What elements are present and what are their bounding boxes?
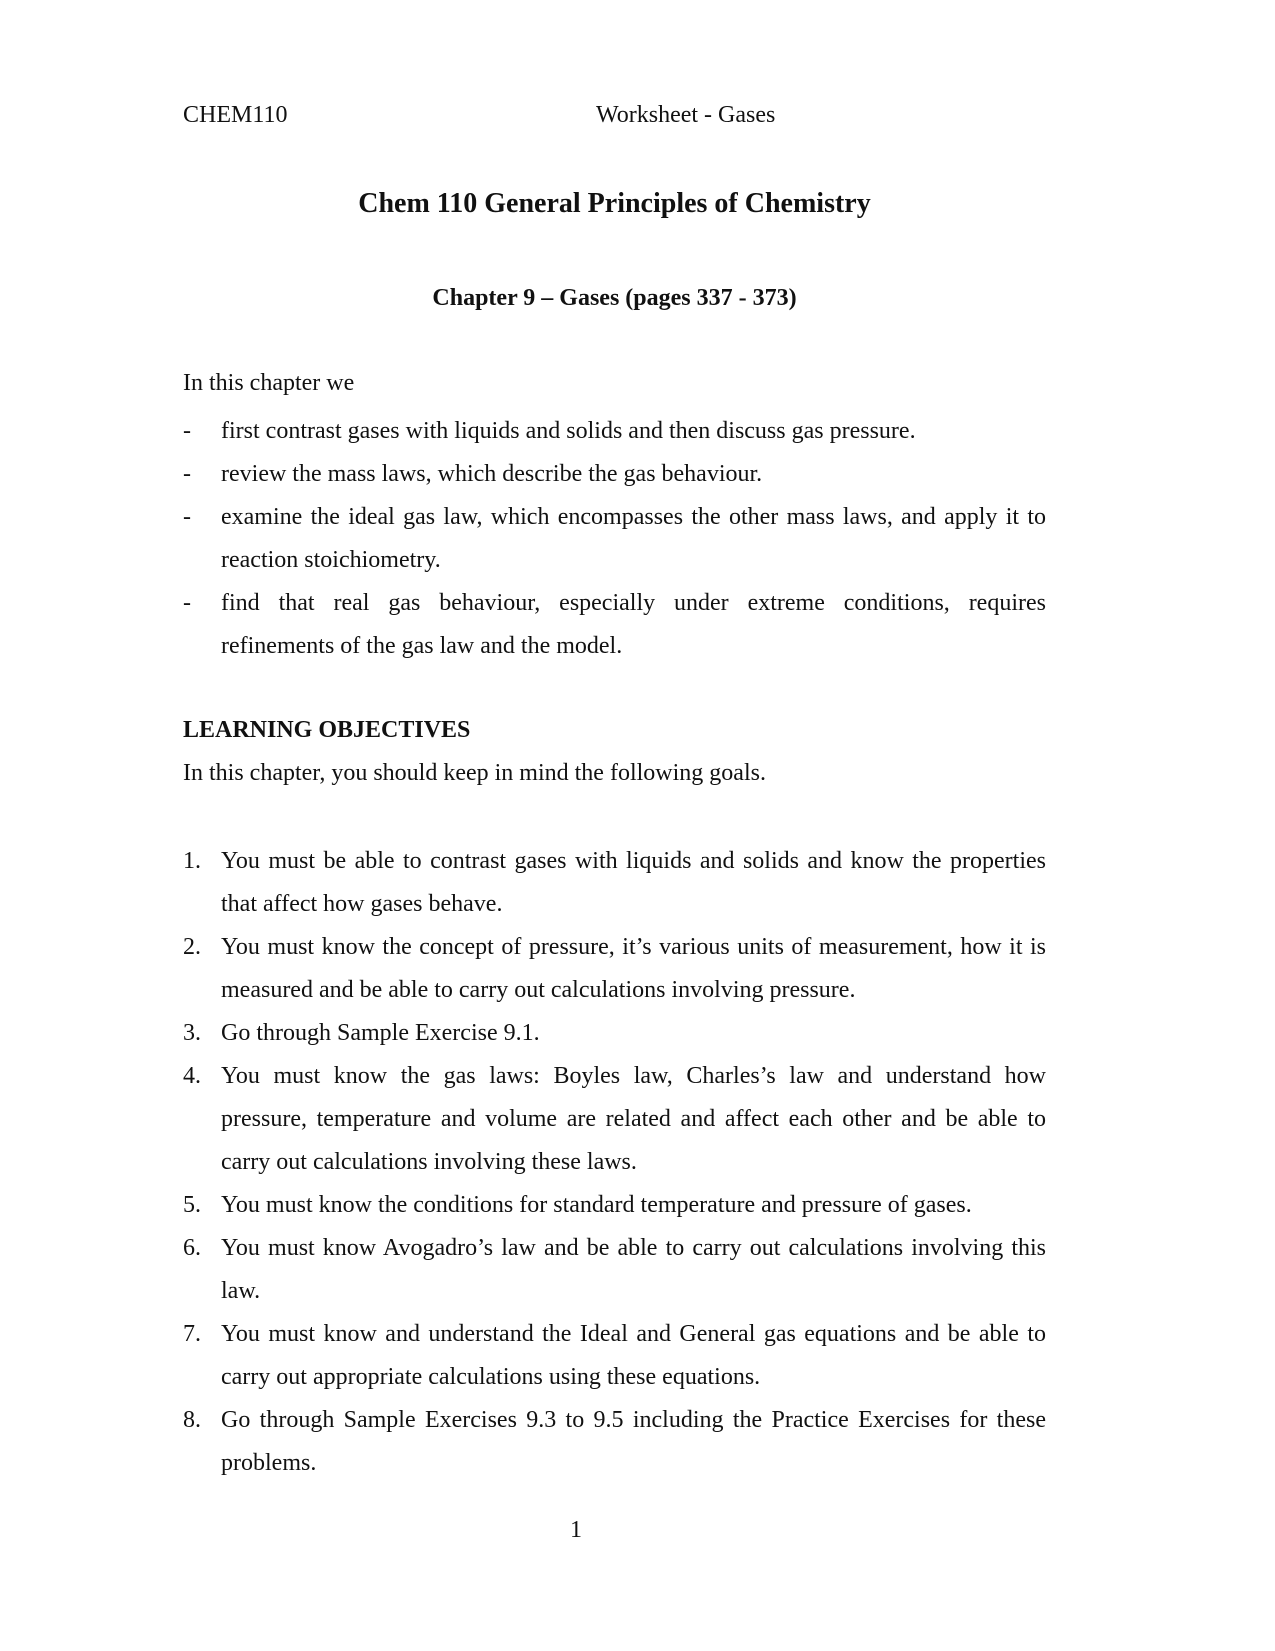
objective-number: 5. — [183, 1192, 201, 1218]
objective-item — [183, 840, 1046, 926]
objective-number: 3. — [183, 1020, 201, 1046]
intro-bullet-list — [183, 410, 1046, 668]
bullet-text: find that real gas behaviour, especially under extreme conditions, requires refinements of the gas law and the model. — [221, 590, 1046, 659]
bullet-marker: - — [183, 590, 191, 616]
objective-number: 6. — [183, 1235, 201, 1261]
objective-item — [183, 1313, 1046, 1399]
objective-text: You must know Avogadro’s law and be able to carry out calculations involving this law. — [221, 1235, 1046, 1304]
objective-number: 7. — [183, 1321, 201, 1347]
bullet-marker: - — [183, 504, 191, 530]
objective-text: You must know and understand the Ideal and General gas equations and be able to carry out appropriate calculations using these equations. — [221, 1321, 1046, 1390]
document-title: Chem 110 General Principles of Chemistry — [358, 188, 871, 219]
objectives-list — [183, 840, 1046, 1485]
objective-item — [183, 1227, 1046, 1313]
header-worksheet-title: Worksheet - Gases — [596, 102, 776, 128]
bullet-marker: - — [183, 461, 191, 487]
bullet-item — [183, 582, 1046, 668]
chapter-subtitle: Chapter 9 – Gases (pages 337 - 373) — [432, 285, 797, 311]
objective-item — [183, 1012, 1046, 1055]
intro-lead: In this chapter we — [183, 370, 355, 396]
objective-item — [183, 1399, 1046, 1485]
page-number: 1 — [570, 1517, 582, 1543]
objective-item — [183, 1184, 1046, 1227]
objective-item — [183, 926, 1046, 1012]
bullet-text: examine the ideal gas law, which encompasses the other mass laws, and apply it to reaction stoichiometry. — [221, 504, 1046, 573]
objective-number: 1. — [183, 848, 201, 874]
bullet-text: first contrast gases with liquids and solids and then discuss gas pressure. — [221, 418, 916, 444]
bullet-text: review the mass laws, which describe the gas behaviour. — [221, 461, 763, 487]
learning-objectives-heading: LEARNING OBJECTIVES — [183, 717, 471, 743]
objective-text: You must know the gas laws: Boyles law, Charles’s law and understand how pressure, temperature and volume are related and affect each other and be able to carry out calculations involving these laws. — [221, 1063, 1046, 1175]
objective-item — [183, 1055, 1046, 1184]
objective-number: 2. — [183, 934, 201, 960]
bullet-marker: - — [183, 418, 191, 444]
learning-objectives-lead: In this chapter, you should keep in mind the following goals. — [183, 760, 766, 786]
bullet-item — [183, 410, 1046, 453]
objective-text: Go through Sample Exercise 9.1. — [221, 1020, 540, 1046]
bullet-item — [183, 453, 1046, 496]
objective-number: 8. — [183, 1407, 201, 1433]
objective-text: Go through Sample Exercises 9.3 to 9.5 including the Practice Exercises for these problems. — [221, 1407, 1046, 1476]
objective-text: You must know the concept of pressure, it’s various units of measurement, how it is measured and be able to carry out calculations involving pressure. — [221, 934, 1046, 1003]
objective-text: You must know the conditions for standard temperature and pressure of gases. — [221, 1192, 972, 1218]
header-course: CHEM110 — [183, 102, 288, 128]
objective-number: 4. — [183, 1063, 201, 1089]
bullet-item — [183, 496, 1046, 582]
objective-text: You must be able to contrast gases with liquids and solids and know the properties that affect how gases behave. — [221, 848, 1046, 917]
